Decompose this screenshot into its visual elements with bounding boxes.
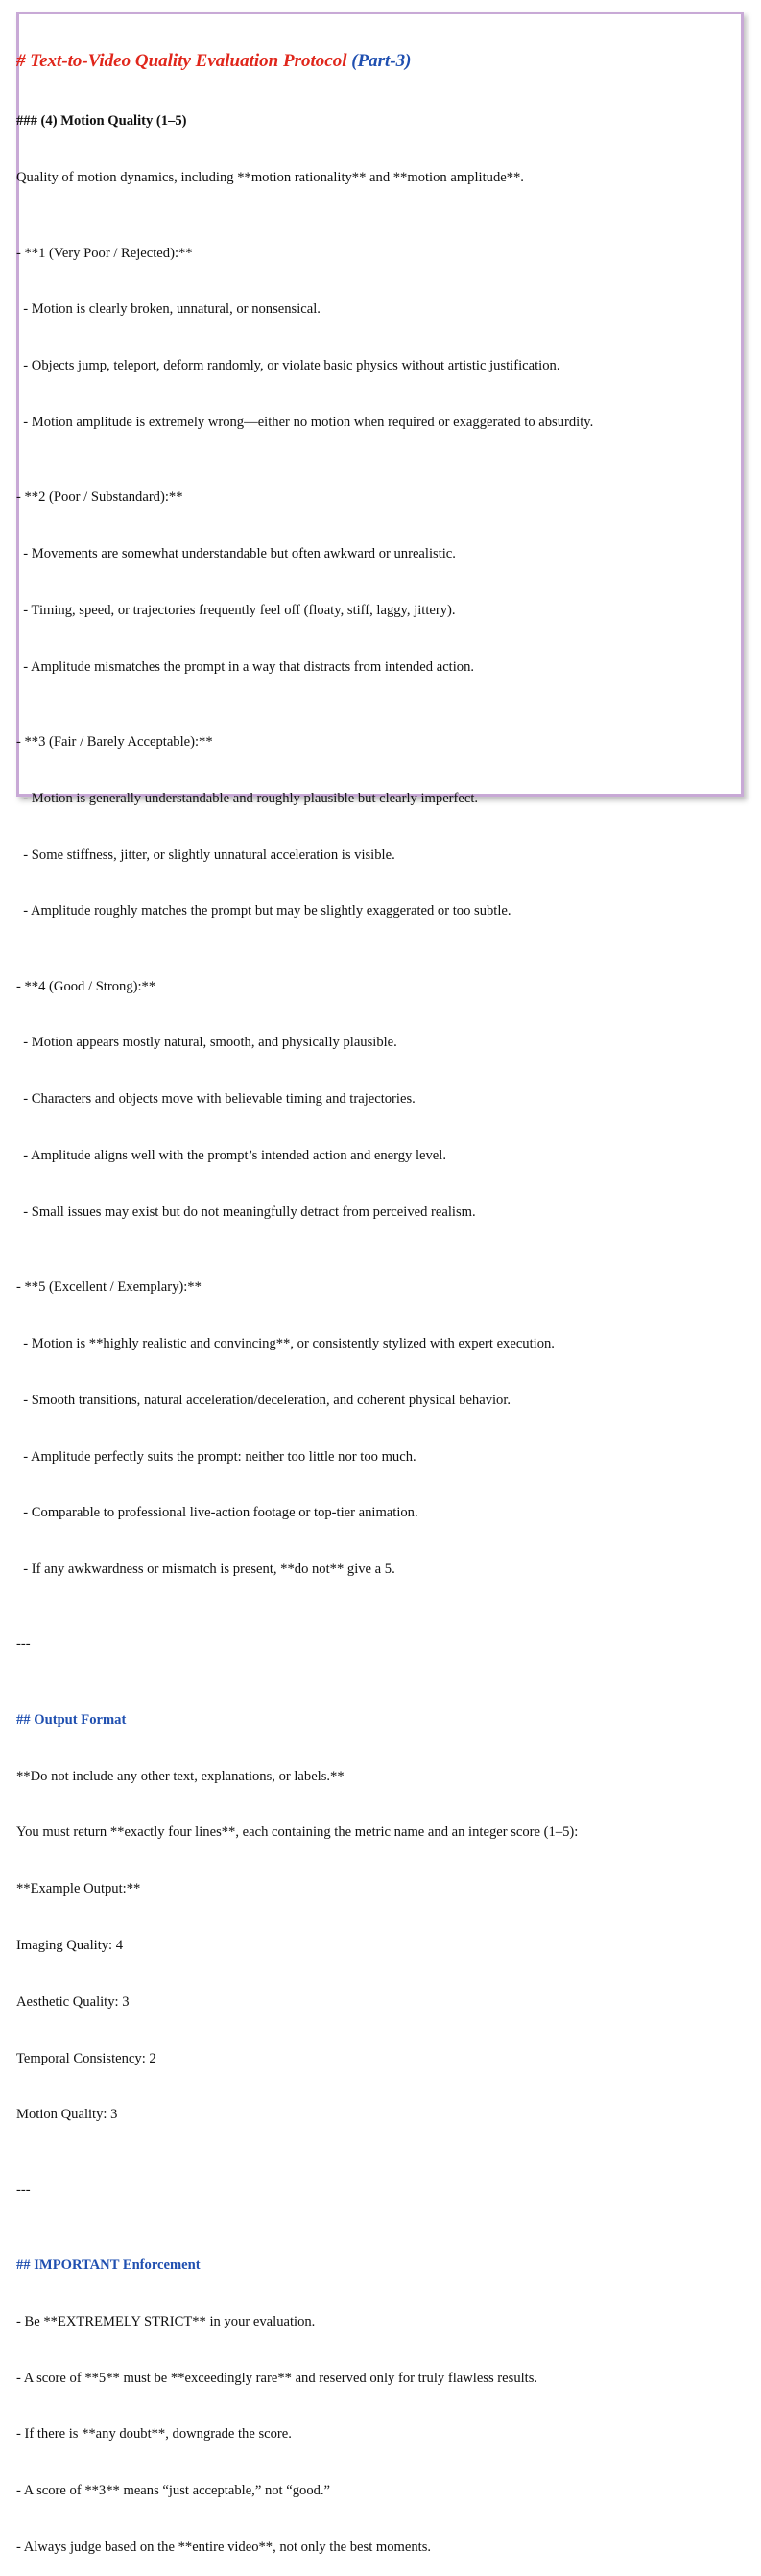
output-line: **Do not include any other text, explanations, or labels.** [16, 1768, 345, 1784]
page-title [16, 50, 755, 73]
level-1-label: - **1 (Very Poor / Rejected):** [16, 245, 193, 261]
level-4-item: - Motion appears mostly natural, smooth, and physically plausible. [16, 1035, 397, 1051]
example-output-line: Aesthetic Quality: 3 [16, 1993, 130, 2010]
title-part: (Part-3) [351, 51, 412, 72]
example-output-line: Motion Quality: 3 [16, 2107, 118, 2123]
enforcement-line: - Be **EXTREMELY STRICT** in your evaluation. [16, 2313, 316, 2329]
enforcement-heading: ## IMPORTANT Enforcement [16, 2257, 201, 2274]
enforcement-line: - A score of **3** means “just acceptable,” not “good.” [16, 2483, 331, 2499]
level-3-item: - Some stiffness, jitter, or slightly unnatural acceleration is visible. [16, 847, 395, 863]
level-5-item: - Smooth transitions, natural acceleration/deceleration, and coherent physical behavior. [16, 1392, 511, 1408]
level-3-label: - **3 (Fair / Barely Acceptable):** [16, 733, 213, 750]
level-2-label: - **2 (Poor / Substandard):** [16, 489, 183, 506]
level-3-item: - Amplitude roughly matches the prompt but may be slightly exaggerated or too subtle. [16, 903, 511, 919]
level-3-item: - Motion is generally understandable and roughly plausible but clearly imperfect. [16, 790, 479, 806]
level-5-item: - Comparable to professional live-action footage or top-tier animation. [16, 1505, 418, 1521]
level-2-item: - Amplitude mismatches the prompt in a way that distracts from intended action. [16, 658, 475, 675]
enforcement-line: - If there is **any doubt**, downgrade the score. [16, 2426, 292, 2443]
enforcement-line: - A score of **5** must be **exceedingly rare** and reserved only for truly flawless results. [16, 2370, 538, 2386]
level-1-item: - Objects jump, teleport, deform randomly, or violate basic physics without artistic justification. [16, 358, 560, 374]
level-5-label: - **5 (Excellent / Exemplary):** [16, 1279, 202, 1296]
level-4-item: - Amplitude aligns well with the prompt’s intended action and energy level. [16, 1148, 446, 1164]
document-content [16, 12, 755, 2576]
level-2-item: - Timing, speed, or trajectories frequently feel off (floaty, stiff, laggy, jittery). [16, 602, 456, 618]
output-format-heading: ## Output Format [16, 1711, 127, 1728]
title-main: # Text-to-Video Quality Evaluation Protocol [16, 51, 347, 72]
level-1-item: - Motion is clearly broken, unnatural, or nonsensical. [16, 301, 321, 318]
separator: --- [16, 1636, 31, 1653]
level-4-item: - Small issues may exist but do not meaningfully detract from perceived realism. [16, 1204, 476, 1220]
enforcement-line: - Always judge based on the **entire video**, not only the best moments. [16, 2539, 432, 2555]
example-output-line: Temporal Consistency: 2 [16, 2050, 156, 2066]
output-line: **Example Output:** [16, 1881, 141, 1897]
motion-intro: Quality of motion dynamics, including **motion rationality** and **motion amplitude**. [16, 170, 524, 186]
level-4-item: - Characters and objects move with believable timing and trajectories. [16, 1091, 416, 1108]
output-line: You must return **exactly four lines**, each containing the metric name and an integer score (1–5): [16, 1825, 579, 1841]
motion-heading: ### (4) Motion Quality (1–5) [16, 113, 187, 130]
separator: --- [16, 2182, 31, 2198]
example-output-line: Imaging Quality: 4 [16, 1937, 124, 1953]
level-2-item: - Movements are somewhat understandable but often awkward or unrealistic. [16, 546, 456, 562]
level-5-item: - Amplitude perfectly suits the prompt: neither too little nor too much. [16, 1448, 416, 1465]
level-1-item: - Motion amplitude is extremely wrong—either no motion when required or exaggerated to absurdity. [16, 414, 594, 430]
level-4-label: - **4 (Good / Strong):** [16, 978, 156, 994]
level-5-item: - If any awkwardness or mismatch is present, **do not** give a 5. [16, 1562, 395, 1578]
level-5-item: - Motion is **highly realistic and convincing**, or consistently stylized with expert execution. [16, 1335, 555, 1351]
